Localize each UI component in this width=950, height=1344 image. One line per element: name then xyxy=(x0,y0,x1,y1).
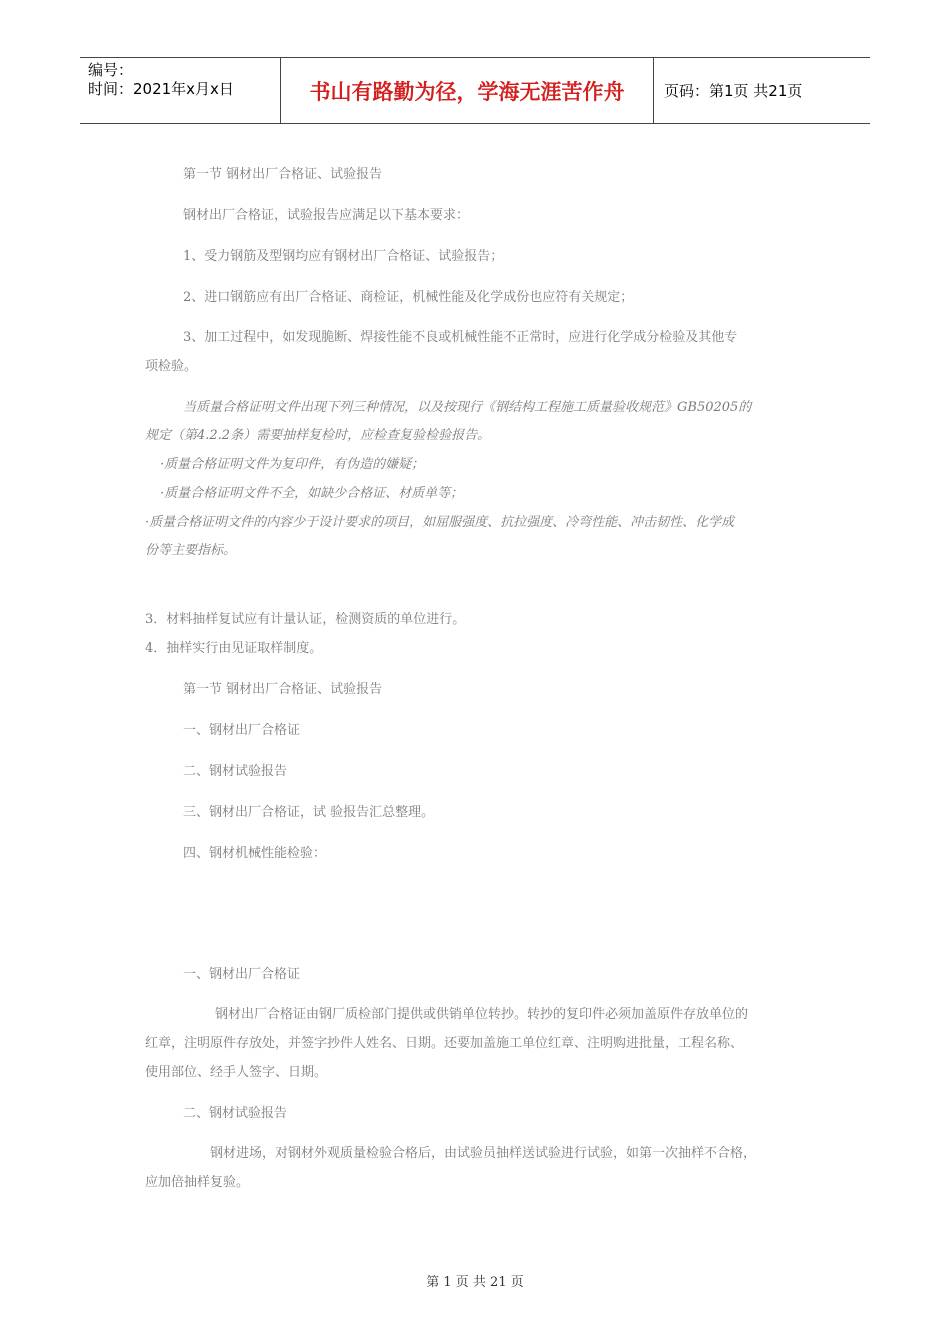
list-item-cont: 项检验。 xyxy=(145,359,198,374)
header-table xyxy=(80,57,870,124)
paragraph: 钢材进场，对钢材外观质量检验合格后，由试验员抽样送试验进行试验，如第一次抽样不合格， xyxy=(210,1146,757,1161)
subsection-heading: 二、钢材试验报告 xyxy=(183,1106,288,1121)
paragraph-cont: 应加倍抽样复验。 xyxy=(145,1175,250,1190)
header-motto: 书山有路勤为径，学海无涯苦作舟 xyxy=(281,58,654,123)
toc-item: 四、钢材机械性能检验： xyxy=(183,846,327,861)
numbered-item: 4．抽样实行由见证取样制度。 xyxy=(145,641,323,656)
numbered-item: 3．材料抽样复试应有计量认证，检测资质的单位进行。 xyxy=(145,612,466,627)
list-item: 1、受力钢筋及型钢均应有钢材出厂合格证、试验报告； xyxy=(183,249,504,264)
paragraph-cont: 红章，注明原件存放处，并签字抄件人姓名、日期。还要加盖施工单位红章、注明购进批量，工程名称、 xyxy=(145,1036,744,1051)
page-footer: 第 1 页 共 21 页 xyxy=(426,1275,524,1290)
toc-item: 三、钢材出厂合格证，试 验报告汇总整理。 xyxy=(183,805,435,820)
paragraph-cont: 使用部位、经手人签字、日期。 xyxy=(145,1065,328,1080)
bullet-item: ·质量合格证明文件为复印件，有伪造的嫌疑； xyxy=(160,457,425,472)
time-label: 时间：2021年x月x日 xyxy=(88,80,234,98)
section-title: 第一节 钢材出厂合格证、试验报告 xyxy=(183,167,383,182)
paragraph: 钢材出厂合格证，试验报告应满足以下基本要求： xyxy=(183,208,470,223)
section-title: 第一节 钢材出厂合格证、试验报告 xyxy=(183,682,383,697)
toc-item: 一、钢材出厂合格证 xyxy=(183,723,301,738)
paragraph-italic-cont: 规定（第4.2.2条）需要抽样复检时，应检查复验检验报告。 xyxy=(145,428,491,443)
number-label: 编号： xyxy=(88,61,134,79)
bullet-item: ·质量合格证明文件的内容少于设计要求的项目，如屈服强度、抗拉强度、冷弯性能、冲击韧性、化学成 xyxy=(145,515,735,530)
bullet-item-cont: 份等主要指标。 xyxy=(145,543,237,558)
list-item: 2、进口钢筋应有出厂合格证、商检证，机械性能及化学成份也应符有关规定； xyxy=(183,290,634,305)
paragraph: 钢材出厂合格证由钢厂质检部门提供或供销单位转抄。转抄的复印件必须加盖原件存放单位的 xyxy=(215,1007,749,1022)
toc-item: 二、钢材试验报告 xyxy=(183,764,288,779)
subsection-heading: 一、钢材出厂合格证 xyxy=(183,967,301,982)
header-page-info: 页码：第1页 共21页 xyxy=(664,82,803,100)
bullet-item: ·质量合格证明文件不全，如缺少合格证、材质单等； xyxy=(160,486,464,501)
paragraph-italic: 当质量合格证明文件出现下列三种情况，以及按现行《钢结构工程施工质量验收规范》GB50205的 xyxy=(183,400,752,415)
list-item: 3、加工过程中，如发现脆断、焊接性能不良或机械性能不正常时，应进行化学成分检验及其他专 xyxy=(183,330,738,345)
header-left-cell xyxy=(80,58,281,123)
